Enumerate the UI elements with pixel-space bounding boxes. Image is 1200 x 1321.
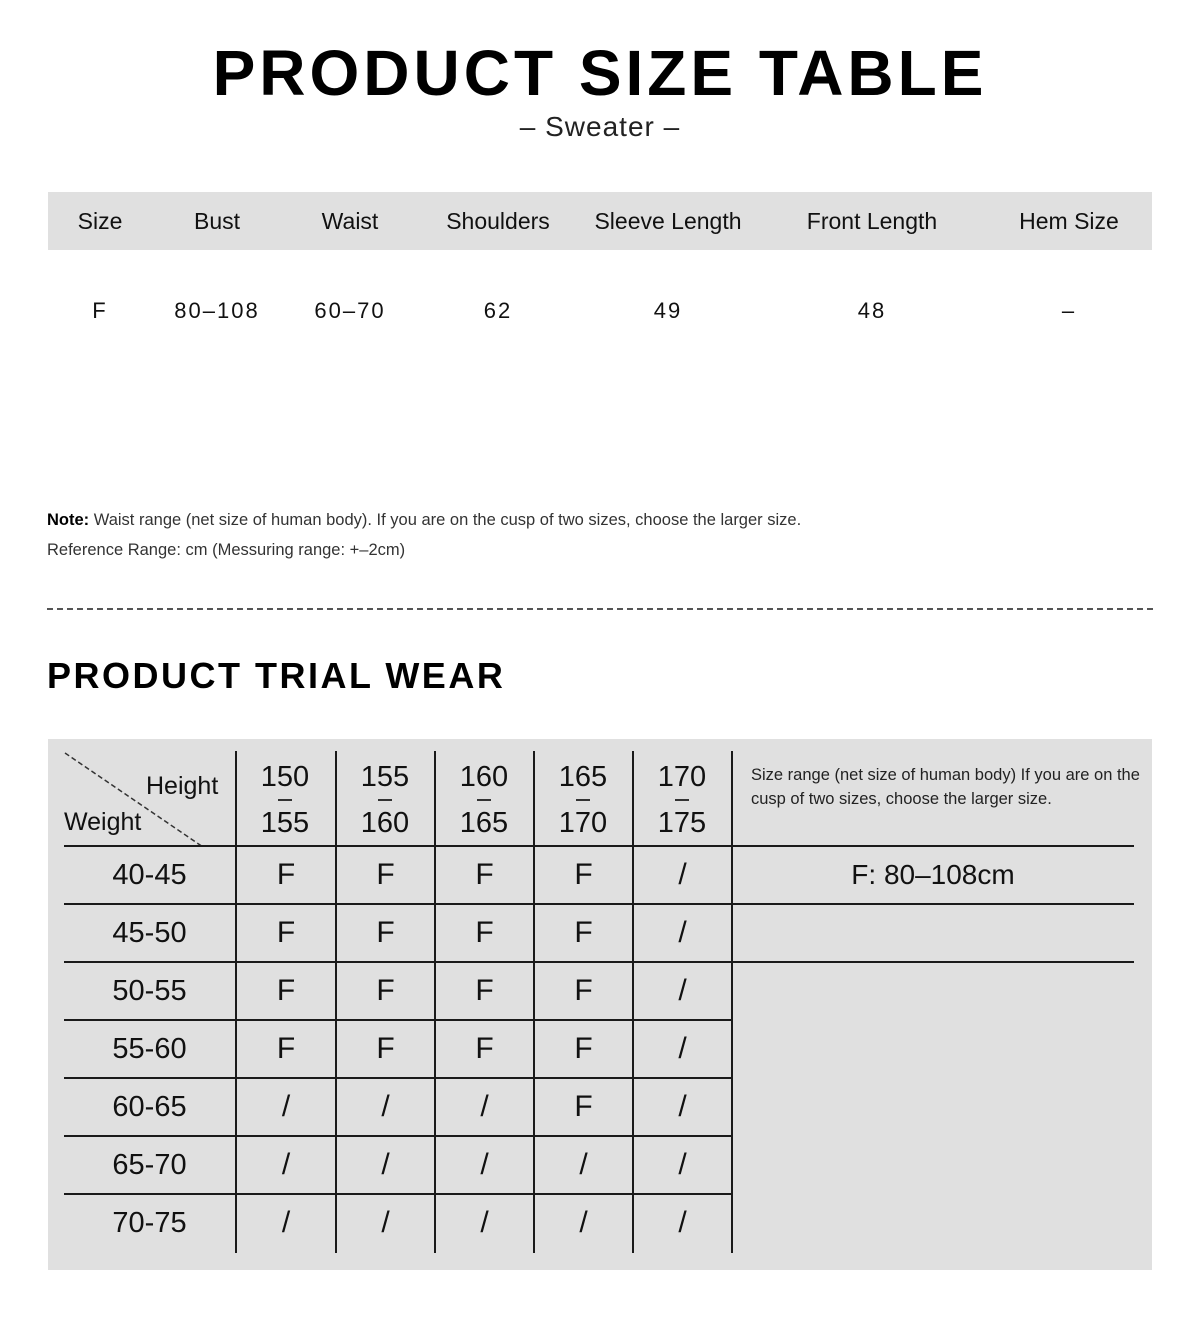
size-recommendation-cell: / <box>678 1090 687 1123</box>
size-recommendation-cell: / <box>480 1090 489 1123</box>
size-recommendation-cell: / <box>281 1090 291 1123</box>
size-recommendation-cell: F <box>376 1032 395 1065</box>
size-recommendation-cell: / <box>579 1206 588 1239</box>
cell-shoulders: 62 <box>483 298 513 323</box>
note-label: Note: <box>47 511 90 529</box>
weight-range-label: 70-75 <box>112 1206 187 1239</box>
size-recommendation-cell: F <box>276 974 296 1007</box>
height-range-end: 165 <box>459 807 509 839</box>
size-recommendation-cell: F <box>276 858 296 891</box>
size-recommendation-cell: F <box>574 858 593 891</box>
size-recommendation-cell: F <box>574 1090 593 1123</box>
size-table-header-row <box>48 192 1152 250</box>
size-recommendation-cell: / <box>678 858 687 891</box>
height-range-end: 175 <box>657 807 707 839</box>
size-recommendation-cell: / <box>678 1148 687 1181</box>
cell-front-length: 48 <box>857 298 887 323</box>
size-recommendation-cell: F <box>574 1032 593 1065</box>
size-recommendation-cell: F <box>376 858 395 891</box>
size-recommendation-cell: / <box>678 1206 687 1239</box>
size-recommendation-cell: F <box>475 916 494 949</box>
size-recommendation-cell: / <box>381 1148 390 1181</box>
header-shoulders: Shoulders <box>418 192 578 250</box>
weight-range-label: 65-70 <box>112 1148 187 1181</box>
weight-range-label: 40-45 <box>112 858 187 891</box>
size-recommendation-cell: / <box>480 1206 489 1239</box>
size-recommendation-cell: / <box>480 1148 489 1181</box>
header-waist: Waist <box>282 192 418 250</box>
size-recommendation-cell: / <box>678 1032 687 1065</box>
size-recommendation-cell: F <box>475 858 494 891</box>
dashed-divider <box>47 608 1153 610</box>
height-range-start: 160 <box>459 761 509 793</box>
cell-sleeve-length: 49 <box>653 298 683 323</box>
height-range-dash <box>378 799 392 801</box>
table-row <box>48 250 1152 372</box>
cell-bust: 80–108 <box>174 298 260 323</box>
size-recommendation-cell: F <box>475 1032 494 1065</box>
size-recommendation-cell: / <box>678 974 687 1007</box>
trial-wear-table <box>48 739 1152 1270</box>
cell-size: F <box>92 298 108 323</box>
size-recommendation-cell: / <box>579 1148 588 1181</box>
height-range-end: 170 <box>558 807 608 839</box>
header-hem-size: Hem Size <box>986 192 1152 250</box>
height-range-dash <box>278 799 292 801</box>
header-sleeve-length: Sleeve Length <box>578 192 758 250</box>
weight-range-label: 60-65 <box>112 1090 187 1123</box>
size-recommendation-cell: F <box>574 916 593 949</box>
page-title: PRODUCT SIZE TABLE <box>212 37 988 109</box>
size-recommendation-cell: / <box>381 1206 390 1239</box>
height-range-dash <box>477 799 491 801</box>
header-front-length: Front Length <box>758 192 986 250</box>
size-recommendation-cell: F <box>475 974 494 1007</box>
height-range-end: 160 <box>360 807 410 839</box>
size-recommendation-cell: / <box>381 1090 390 1123</box>
height-range-dash <box>576 799 590 801</box>
weight-range-label: 45-50 <box>112 916 187 949</box>
size-recommendation-cell: F <box>276 916 296 949</box>
size-recommendation-cell: F <box>376 974 395 1007</box>
size-range-value: F: 80–108cm <box>851 859 1015 890</box>
cell-hem-size: – <box>1061 298 1077 323</box>
size-recommendation-cell: F <box>276 1032 296 1065</box>
weight-range-label: 55-60 <box>112 1032 187 1065</box>
size-recommendation-cell: F <box>376 916 395 949</box>
header-size: Size <box>48 192 152 250</box>
cell-waist: 60–70 <box>314 298 386 323</box>
height-range-start: 155 <box>360 761 410 793</box>
header-bust: Bust <box>152 192 282 250</box>
corner-weight-label: Weight <box>64 808 142 836</box>
height-range-start: 170 <box>657 761 707 793</box>
size-recommendation-cell: / <box>281 1148 291 1181</box>
height-range-dash <box>675 799 689 801</box>
note-text: Waist range (net size of human body). If you are on the cusp of two sizes, choose the larger size. <box>89 511 802 529</box>
trial-heading: PRODUCT TRIAL WEAR <box>47 655 506 696</box>
page-subtitle: – Sweater – <box>519 111 681 142</box>
height-range-end: 155 <box>260 807 310 839</box>
weight-range-label: 50-55 <box>112 974 187 1007</box>
height-range-start: 165 <box>558 761 608 793</box>
size-recommendation-cell: / <box>678 916 687 949</box>
reference-range-text: Reference Range: cm (Messuring range: +–2cm) <box>47 541 406 559</box>
grid-vertical-line <box>731 751 733 1253</box>
size-range-note: Size range (net size of human body) If you are on the cusp of two sizes, choose the larger size. <box>751 766 1140 808</box>
corner-height-label: Height <box>146 772 219 800</box>
height-range-start: 150 <box>260 761 310 793</box>
size-recommendation-cell: F <box>574 974 593 1007</box>
note-line <box>47 510 801 530</box>
size-table <box>48 192 1152 372</box>
size-recommendation-cell: / <box>281 1206 291 1239</box>
